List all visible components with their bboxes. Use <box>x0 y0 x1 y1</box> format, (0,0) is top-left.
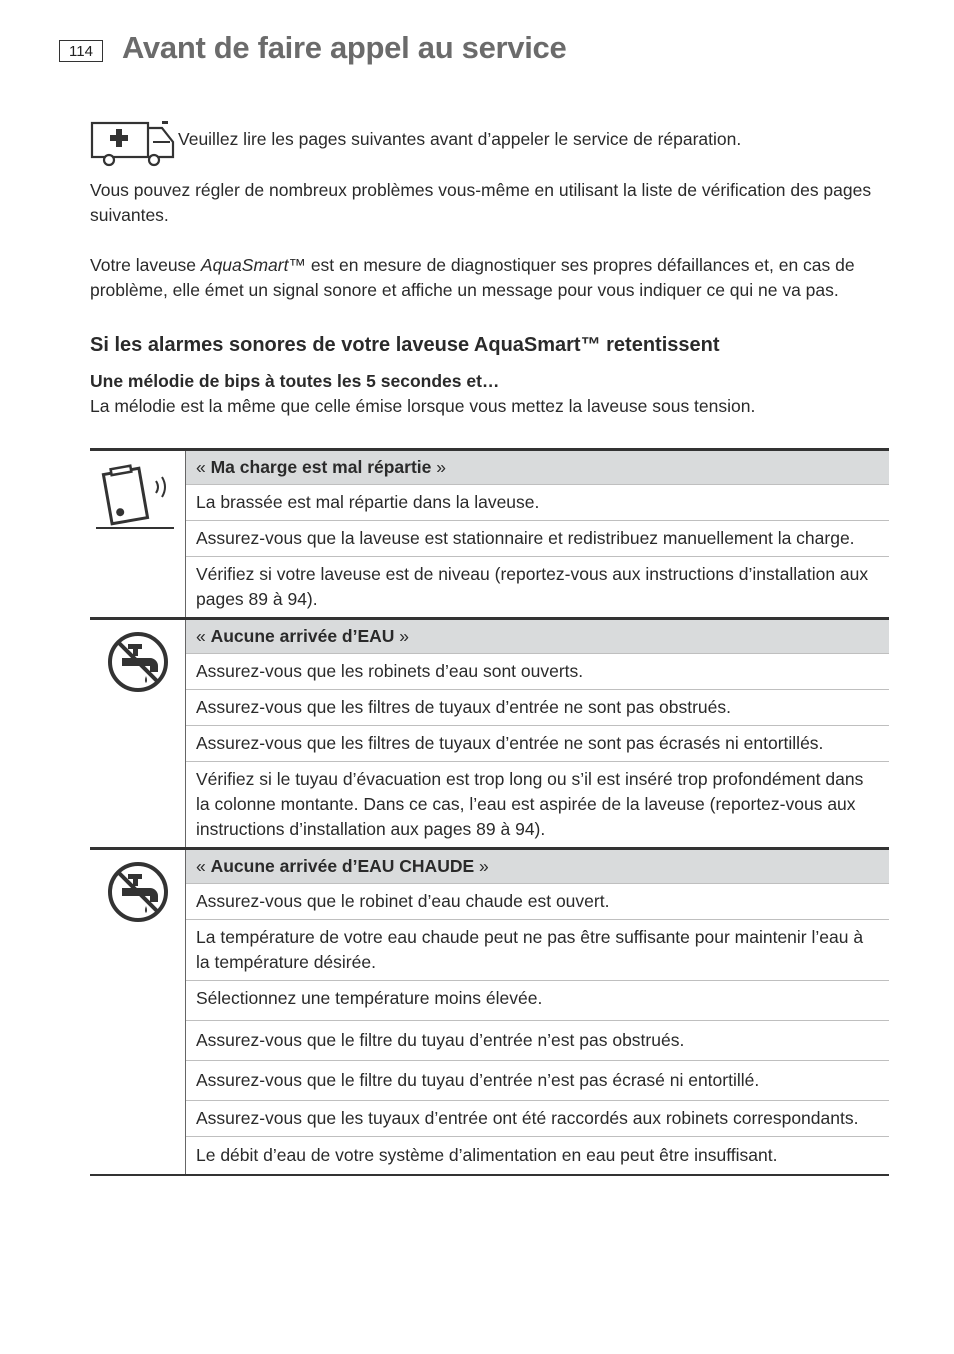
table-row: Assurez-vous que les tuyaux d’entrée ont été raccordés aux robinets correspondants. <box>186 1100 889 1136</box>
table-section <box>90 448 889 617</box>
table-row: La brassée est mal répartie dans la laveuse. <box>186 484 889 520</box>
table-row: Vérifiez si le tuyau d’évacuation est trop long ou s’il est inséré trop profondément dans la colonne montante. Dans ce cas, l’eau est aspirée de la laveuse (reportez-vous aux instructions d’installation aux pages 89 à 94). <box>186 761 889 847</box>
table-row: Assurez-vous que le filtre du tuyau d’entrée n’est pas obstrués. <box>186 1020 889 1060</box>
no-water-icon <box>106 630 170 694</box>
table-row: Assurez-vous que la laveuse est stationnaire et redistribuez manuellement la charge. <box>186 520 889 556</box>
section-heading: Si les alarmes sonores de votre laveuse AquaSmart™ retentissent <box>90 334 720 356</box>
table-section <box>90 617 889 847</box>
condition-heading: « Aucune arrivée d’EAU » <box>186 620 889 653</box>
subheading-text: La mélodie est la même que celle émise lorsque vous mettez la laveuse sous tension. <box>90 396 756 416</box>
intro-text: Veuillez lire les pages suivantes avant d’appeler le service de réparation. <box>178 129 742 149</box>
table-section <box>90 847 889 1176</box>
table-row: Vérifiez si votre laveuse est de niveau (reportez-vous aux instructions d’installation aux pages 89 à 94). <box>186 556 889 617</box>
page-number: 114 <box>59 40 103 62</box>
ambulance-icon <box>90 120 176 170</box>
table-row: Assurez-vous que les filtres de tuyaux d’entrée ne sont pas écrasés ni entortillés. <box>186 725 889 761</box>
condition-heading: « Aucune arrivée d’EAU CHAUDE » <box>186 850 889 883</box>
subheading: Une mélodie de bips à toutes les 5 secondes et… <box>90 371 500 391</box>
condition-heading: « Ma charge est mal répartie » <box>186 451 889 484</box>
intro-paragraph-2: Votre laveuse AquaSmart™ est en mesure de diagnostiquer ses propres défaillances et, en cas de problème, elle émet un signal sonore et affiche un message pour vous indiquer ce qui ne va pas. <box>90 255 855 300</box>
unbalanced-load-icon <box>94 461 178 531</box>
troubleshooting-table <box>90 448 889 1176</box>
intro-paragraph-1: Vous pouvez régler de nombreux problèmes vous-même en utilisant la liste de vérification des pages suivantes. <box>90 180 872 225</box>
page-title: Avant de faire appel au service <box>122 30 567 65</box>
no-hot-water-icon <box>106 860 170 924</box>
table-row: Assurez-vous que les robinets d’eau sont ouverts. <box>186 653 889 689</box>
table-row: Sélectionnez une température moins élevée. <box>186 980 889 1020</box>
table-row: La température de votre eau chaude peut ne pas être suffisante pour maintenir l’eau à la température désirée. <box>186 919 889 980</box>
intro-notice <box>90 120 890 172</box>
table-row: Assurez-vous que les filtres de tuyaux d’entrée ne sont pas obstrués. <box>186 689 889 725</box>
table-row: Assurez-vous que le robinet d’eau chaude est ouvert. <box>186 883 889 919</box>
table-row: Le débit d’eau de votre système d’alimentation en eau peut être insuffisant. <box>186 1136 889 1174</box>
table-row: Assurez-vous que le filtre du tuyau d’entrée n’est pas écrasé ni entortillé. <box>186 1060 889 1100</box>
